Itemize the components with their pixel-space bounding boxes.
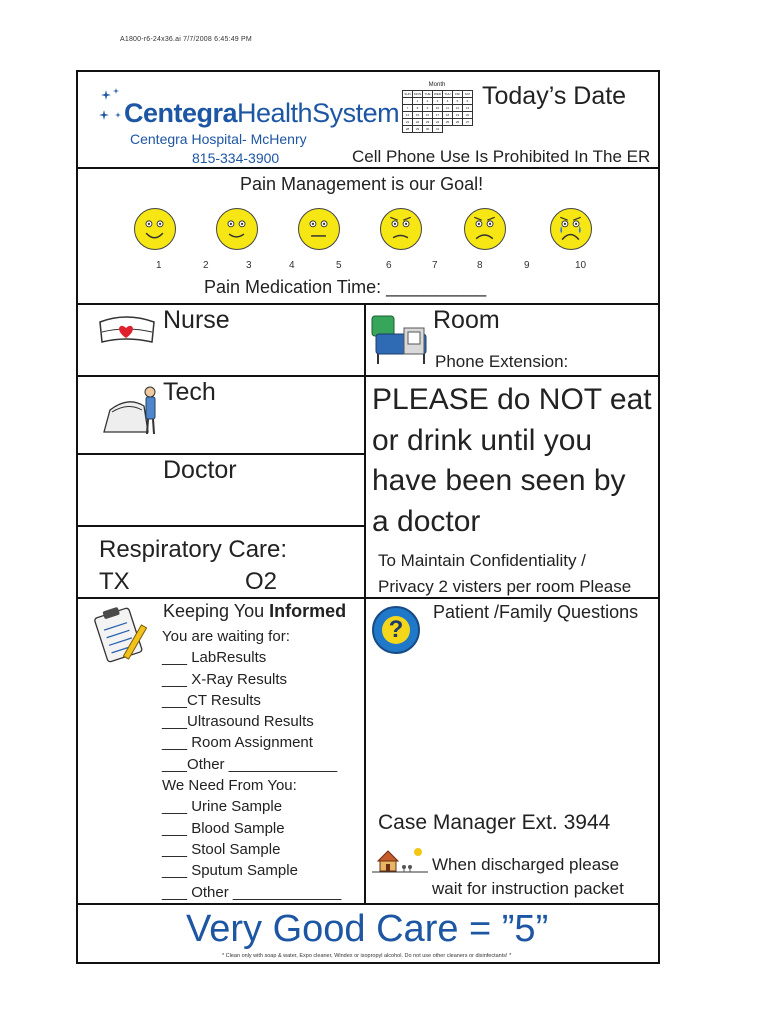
confidential-line: Privacy 2 visters per room Please: [378, 577, 632, 596]
calendar-grid: [402, 90, 473, 133]
calendar-day-cell: 9: [423, 105, 433, 112]
divider-header: [76, 167, 660, 169]
sparkle-icon: [96, 86, 124, 124]
doctor-label: Doctor: [163, 456, 237, 484]
divider-tech-please: [364, 375, 366, 525]
cleaning-instructions: * Clean only with soap & water, Expo cleaner, Windex or isopropyl alcohol. Do not use other cleaners or disinfectants! *: [222, 953, 512, 959]
please-notice: [372, 380, 652, 542]
checklist-line: ___ Stool Sample: [162, 840, 281, 858]
calendar-day-cell: 29: [413, 126, 423, 133]
pain-medication-time: Pain Medication Time: __________: [204, 277, 487, 297]
logo-wordmark: CentegraHealthSystem: [124, 98, 400, 128]
calendar-day-cell: 13: [463, 105, 473, 112]
checklist-line: ___ X-Ray Results: [162, 670, 288, 688]
respiratory-tx: TX: [99, 568, 130, 595]
pain-face-icon: [216, 208, 258, 250]
calendar-day-cell: 27: [463, 119, 473, 126]
clipboard-icon: [92, 604, 154, 668]
pain-scale-number: 5: [336, 260, 342, 271]
hospital-bed-icon: [368, 310, 434, 366]
waiting-checklist: [162, 626, 341, 903]
calendar-day-header: THU: [443, 91, 453, 98]
discharge-line: wait for instruction packet: [432, 879, 624, 898]
pain-face-icon: [380, 208, 422, 250]
calendar-day-cell: 3: [433, 98, 443, 105]
calendar-day-cell: 14: [403, 112, 413, 119]
divider-pain: [76, 303, 660, 305]
divider-tech-doctor: [76, 453, 364, 455]
pain-face-icon: [550, 208, 592, 250]
divider-footer: [76, 903, 660, 905]
pain-scale-number: 7: [432, 260, 438, 271]
pain-scale-number: 1: [156, 260, 162, 271]
divider-resp-conf: [364, 525, 366, 597]
checklist-line: You are waiting for:: [162, 628, 290, 645]
divider-doctor-resp: [76, 525, 364, 527]
discharge-notice: [432, 853, 624, 901]
calendar-day-cell: 11: [443, 105, 453, 112]
calendar-day-cell: [403, 98, 413, 105]
respiratory-care: [99, 534, 287, 598]
patient-questions-label: Patient /Family Questions: [433, 602, 639, 622]
question-icon: ?: [372, 606, 420, 654]
checklist-line: ___ Room Assignment: [162, 734, 313, 752]
divider-nurse-room: [364, 303, 366, 375]
checklist-line: ___ LabResults: [162, 649, 267, 667]
checklist-line: ___Other _____________: [162, 755, 338, 773]
calendar-day-header: MON: [414, 92, 421, 96]
calendar: [402, 82, 472, 138]
calendar-day-cell: 25: [443, 119, 453, 126]
calendar-day-cell: 31: [433, 126, 443, 133]
calendar-day-cell: 5: [453, 98, 463, 105]
checklist-line: ___CT Results: [162, 691, 261, 709]
calendar-day-cell: 19: [453, 112, 463, 119]
please-line: a doctor: [372, 504, 481, 538]
pain-face-icon: [464, 208, 506, 250]
pain-face-icon: [298, 208, 340, 250]
calendar-day-cell: 1: [413, 98, 423, 105]
calendar-day-cell: 6: [463, 98, 473, 105]
calendar-day-header: WED: [434, 92, 441, 96]
calendar-day-cell: 7: [403, 105, 413, 112]
please-line: or drink until you: [372, 423, 593, 457]
pain-face-icon: [134, 208, 176, 250]
hospital-name: Centegra Hospital- McHenry: [130, 131, 307, 147]
calendar-day-cell: 16: [423, 112, 433, 119]
calendar-day-cell: 12: [453, 105, 463, 112]
calendar-day-cell: 15: [413, 112, 423, 119]
pain-scale-number: 3: [246, 260, 252, 271]
calendar-day-cell: 30: [423, 126, 433, 133]
calendar-day-header: FRI: [453, 91, 463, 98]
calendar-day-cell: 22: [413, 119, 423, 126]
please-line: PLEASE do NOT eat: [372, 383, 652, 416]
pain-scale-number: 6: [386, 260, 392, 271]
pain-scale-number: 9: [524, 260, 530, 271]
calendar-day-cell: 24: [433, 119, 443, 126]
discharge-line: When discharged please: [432, 855, 620, 874]
file-header: A1800-r6-24x36.ai 7/7/2008 6:45:49 PM: [120, 36, 252, 43]
pain-scale-number: 4: [289, 260, 295, 271]
confidentiality-notice: [378, 548, 653, 600]
calendar-day-cell: 17: [433, 112, 443, 119]
calendar-day-cell: 8: [413, 105, 423, 112]
calendar-day-cell: 4: [443, 98, 453, 105]
calendar-day-header: TUE: [423, 91, 433, 98]
house-icon: [372, 845, 428, 873]
pain-scale-number: 8: [477, 260, 483, 271]
tech-label: Tech: [163, 378, 216, 406]
pain-scale-number: 10: [575, 260, 587, 271]
room-label: Room: [433, 306, 500, 334]
todays-date-label: Today’s Date: [482, 82, 627, 110]
calendar-day-cell: 23: [423, 119, 433, 126]
calendar-day-cell: 28: [403, 126, 413, 133]
cell-phone-notice: Cell Phone Use Is Prohibited In The ER: [352, 147, 651, 166]
please-line: have been seen by: [372, 464, 626, 497]
pain-scale-number: 2: [203, 260, 209, 271]
divider-room: [76, 375, 660, 377]
calendar-day-cell: 20: [463, 112, 473, 119]
checklist-line: We Need From You:: [162, 777, 297, 795]
calendar-day-cell: 26: [453, 119, 463, 126]
keeping-informed-heading: Keeping You Informed: [163, 601, 347, 621]
checklist-line: ___ Other _____________: [162, 883, 342, 901]
calendar-day-header: SUN: [403, 91, 413, 98]
nurse-cap-icon: [96, 312, 158, 348]
calendar-day-header: SAT: [463, 91, 473, 98]
calendar-day-cell: 10: [433, 105, 443, 112]
checklist-line: ___Ultrasound Results: [162, 713, 314, 731]
calendar-day-cell: 21: [403, 119, 413, 126]
tech-xray-icon: [98, 382, 162, 438]
checklist-line: ___ Urine Sample: [162, 798, 283, 816]
confidential-line: To Maintain Confidentiality /: [378, 551, 586, 570]
checklist-line: ___ Sputum Sample: [162, 862, 298, 880]
nurse-label: Nurse: [163, 306, 230, 334]
checklist-line: ___ Blood Sample: [162, 819, 285, 837]
calendar-day-cell: 18: [443, 112, 453, 119]
divider-informed-questions: [364, 597, 366, 903]
phone-extension-label: Phone Extension:: [435, 352, 569, 371]
hospital-phone: 815-334-3900: [192, 150, 280, 166]
calendar-day-cell: 2: [423, 98, 433, 105]
case-manager-label: Case Manager Ext. 3944: [378, 811, 611, 834]
respiratory-title: Respiratory Care:: [99, 536, 288, 563]
calendar-title: Month: [428, 82, 446, 88]
pain-goal-heading: Pain Management is our Goal!: [240, 174, 484, 194]
respiratory-o2: O2: [245, 568, 278, 595]
very-good-care-banner: Very Good Care = ”5”: [186, 908, 549, 950]
